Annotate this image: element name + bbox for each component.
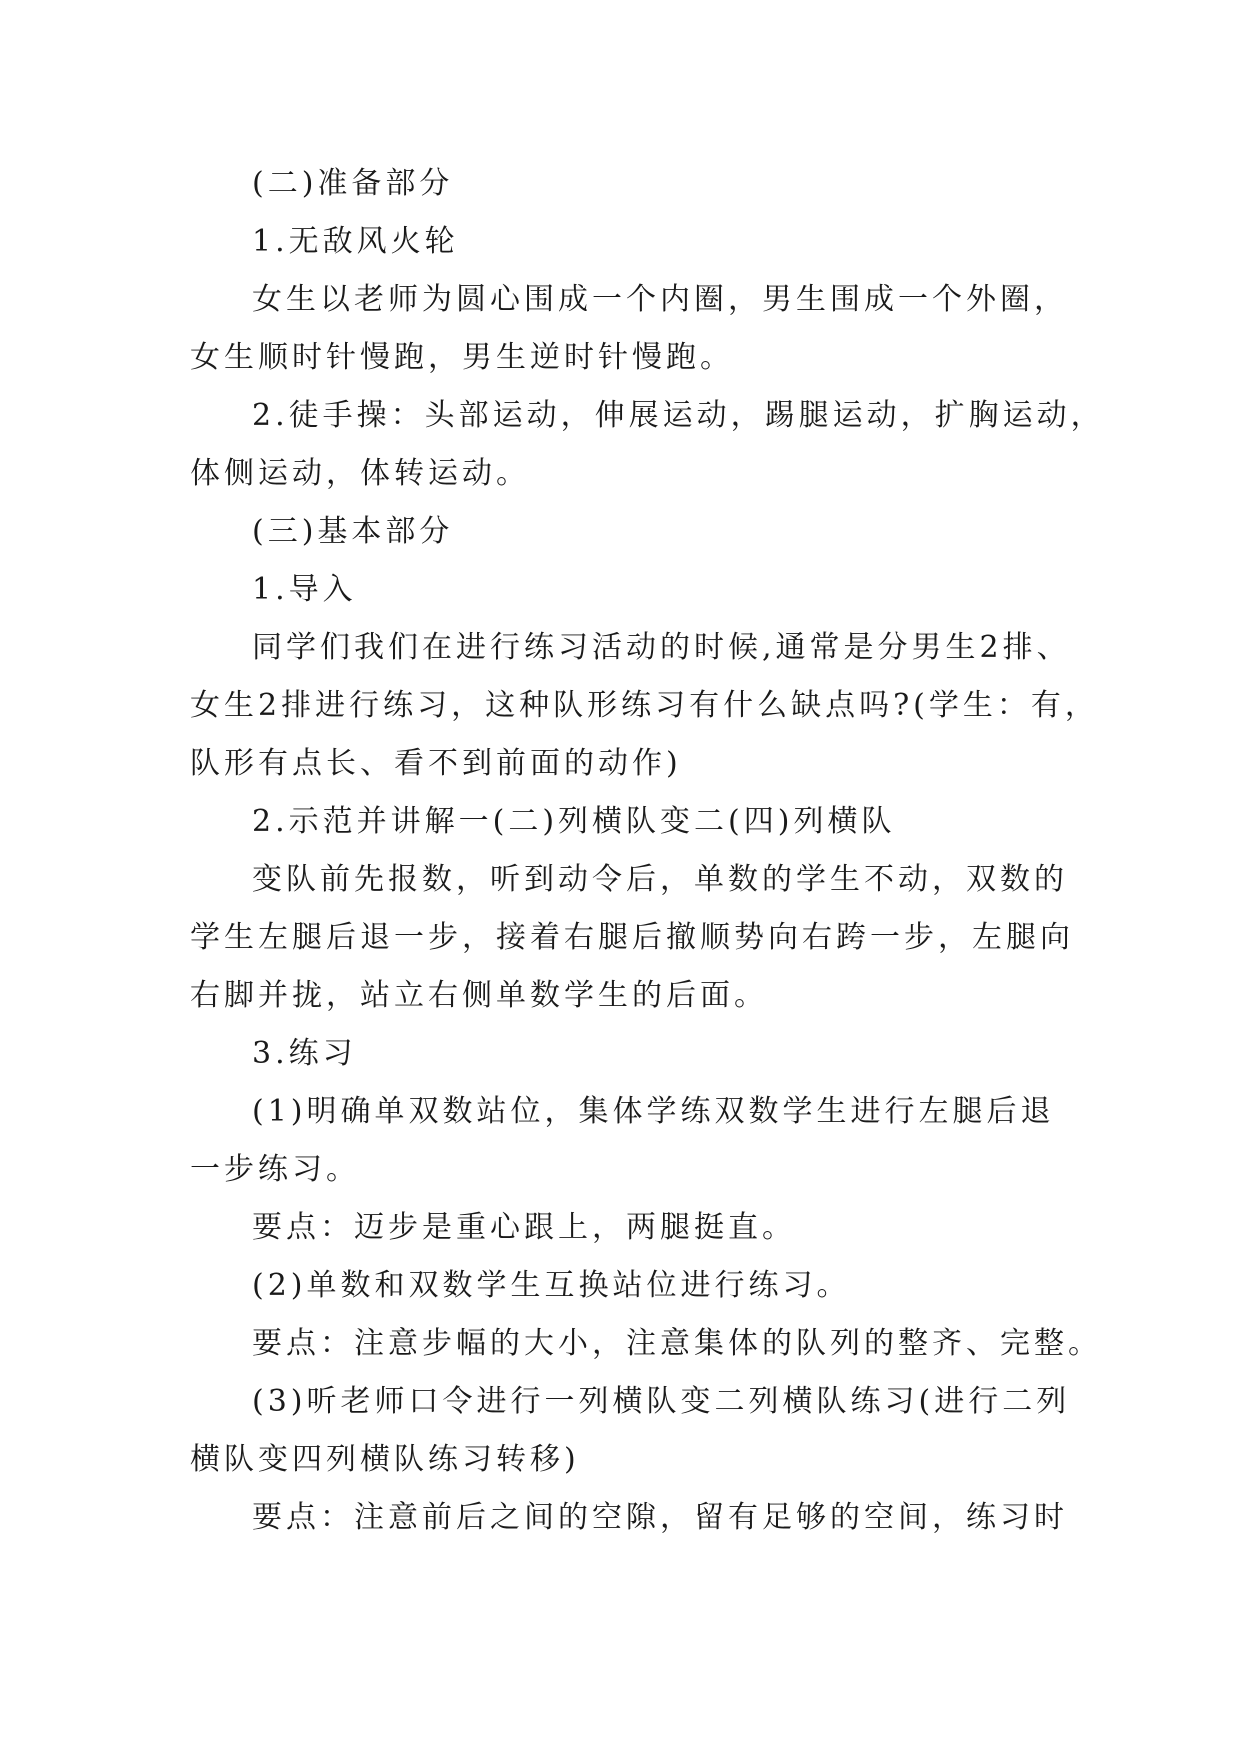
paragraph-line: 体侧运动，体转运动。 bbox=[190, 456, 530, 491]
paragraph-line: 女生顺时针慢跑，男生逆时针慢跑。 bbox=[190, 340, 734, 375]
paragraph-line: 2.徒手操：头部运动，伸展运动，踢腿运动，扩胸运动， bbox=[252, 398, 1105, 433]
key-point-line: 要点：注意前后之间的空隙，留有足够的空间，练习时 bbox=[252, 1500, 1068, 1535]
section-heading: (三)基本部分 bbox=[252, 514, 454, 549]
paragraph-line: (1)明确单双数站位，集体学练双数学生进行左腿后退 bbox=[252, 1094, 1055, 1129]
paragraph-line: (2)单数和双数学生互换站位进行练习。 bbox=[252, 1268, 851, 1303]
paragraph-line: 学生左腿后退一步，接着右腿后撤顺势向右跨一步，左腿向 bbox=[190, 920, 1074, 955]
key-point-line: 要点：迈步是重心跟上，两腿挺直。 bbox=[252, 1210, 796, 1245]
paragraph-line: 一步练习。 bbox=[190, 1152, 360, 1187]
paragraph-line: 女生以老师为圆心围成一个内圈，男生围成一个外圈， bbox=[252, 282, 1068, 317]
paragraph-line: 同学们我们在进行练习活动的时候,通常是分男生2排、 bbox=[252, 630, 1071, 665]
key-point-line: 要点：注意步幅的大小，注意集体的队列的整齐、完整。 bbox=[252, 1326, 1102, 1361]
subsection-heading: 2.示范并讲解一(二)列横队变二(四)列横队 bbox=[252, 804, 896, 839]
paragraph-line: 女生2排进行练习，这种队形练习有什么缺点吗?(学生：有， bbox=[190, 688, 1099, 723]
document-body bbox=[190, 155, 1105, 1547]
subsection-heading: 1.无敌风火轮 bbox=[252, 224, 459, 259]
subsection-heading: 1.导入 bbox=[252, 572, 357, 607]
section-heading: (二)准备部分 bbox=[252, 166, 454, 201]
paragraph-line: 右脚并拢，站立右侧单数学生的后面。 bbox=[190, 978, 768, 1013]
subsection-heading: 3.练习 bbox=[252, 1036, 357, 1071]
paragraph-line: 变队前先报数，听到动令后，单数的学生不动，双数的 bbox=[252, 862, 1068, 897]
paragraph-line: 队形有点长、看不到前面的动作) bbox=[190, 746, 682, 781]
paragraph-line: (3)听老师口令进行一列横队变二列横队练习(进行二列 bbox=[252, 1384, 1071, 1419]
paragraph-line: 横队变四列横队练习转移) bbox=[190, 1442, 580, 1477]
